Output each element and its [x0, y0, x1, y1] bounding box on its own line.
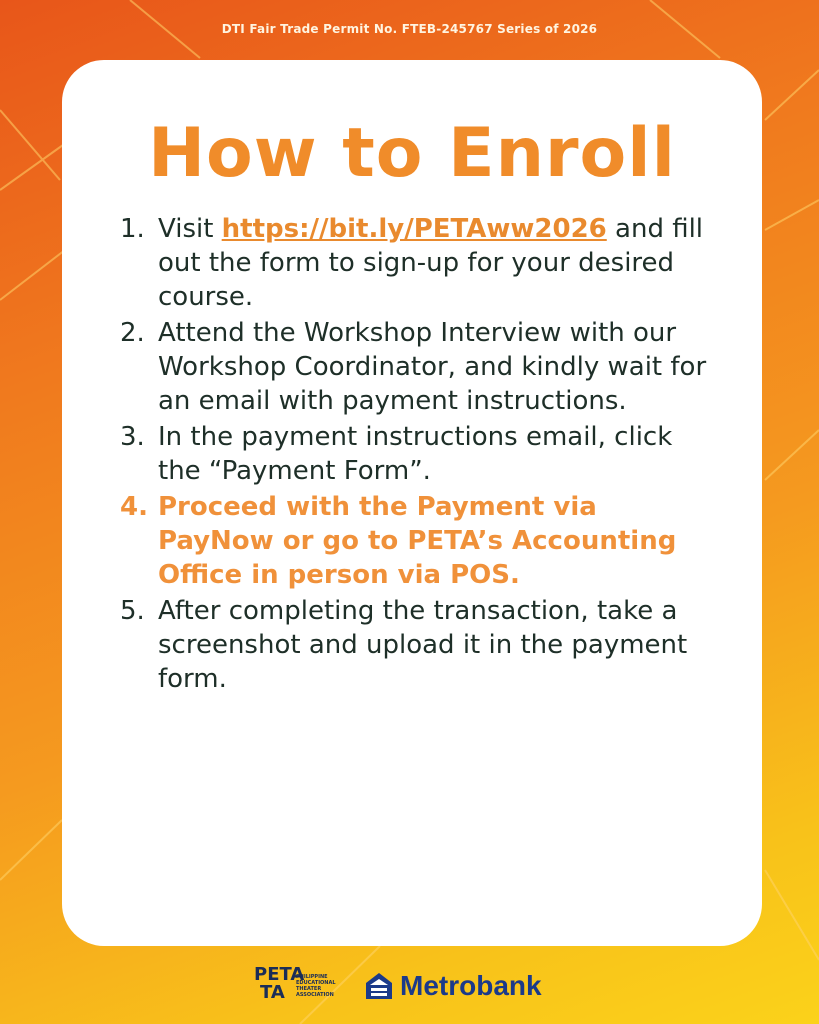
step-number: 1.: [120, 214, 145, 244]
list-item-step-5: [120, 594, 720, 696]
step-text: After completing the transaction, take a screenshot and upload it in the payment form.: [158, 596, 688, 694]
peta-line: EDUCATIONAL: [296, 980, 336, 986]
enroll-card: [62, 60, 762, 946]
step-number: 5.: [120, 596, 145, 626]
step-number: 3.: [120, 422, 145, 452]
peta-mark-line2: TA: [260, 982, 285, 1003]
peta-line: ASSOCIATION: [296, 992, 334, 998]
metrobank-wordmark: Metrobank: [400, 970, 542, 1001]
metrobank-logo: [364, 970, 542, 1002]
permit-notice: DTI Fair Trade Permit No. FTEB-245767 Series of 2026: [221, 22, 598, 36]
list-item-step-4: [120, 490, 720, 592]
page-title: How to Enroll: [148, 114, 676, 193]
peta-line: PHILIPPINE: [296, 974, 328, 980]
metrobank-logo-icon: [364, 971, 394, 1001]
step-number: 4.: [120, 492, 148, 522]
signup-link[interactable]: https://bit.ly/PETAww2026: [221, 214, 607, 244]
step-text: [158, 212, 720, 314]
step-text-pre: Visit: [158, 214, 222, 244]
step-text-post: and fill out the form to sign-up for your desired course.: [158, 214, 704, 312]
step-text: In the payment instructions email, click the “Payment Form”.: [158, 422, 673, 486]
list-item-step-2: [120, 316, 720, 418]
peta-mark-line1: PETA: [254, 964, 305, 985]
sponsor-footer: [0, 962, 819, 1018]
step-text: Proceed with the Payment via PayNow or go to PETA’s Accounting Office in person via POS.: [158, 492, 677, 590]
enroll-steps-list: [120, 212, 720, 698]
list-item-step-3: [120, 420, 720, 488]
peta-logo-text: [296, 974, 336, 998]
peta-line: THEATER: [296, 986, 322, 992]
peta-logo: [254, 966, 354, 1014]
step-text: Attend the Workshop Interview with our Workshop Coordinator, and kindly wait for an email with payment instructions.: [158, 318, 707, 416]
list-item-step-1: [120, 212, 720, 314]
step-number: 2.: [120, 318, 145, 348]
